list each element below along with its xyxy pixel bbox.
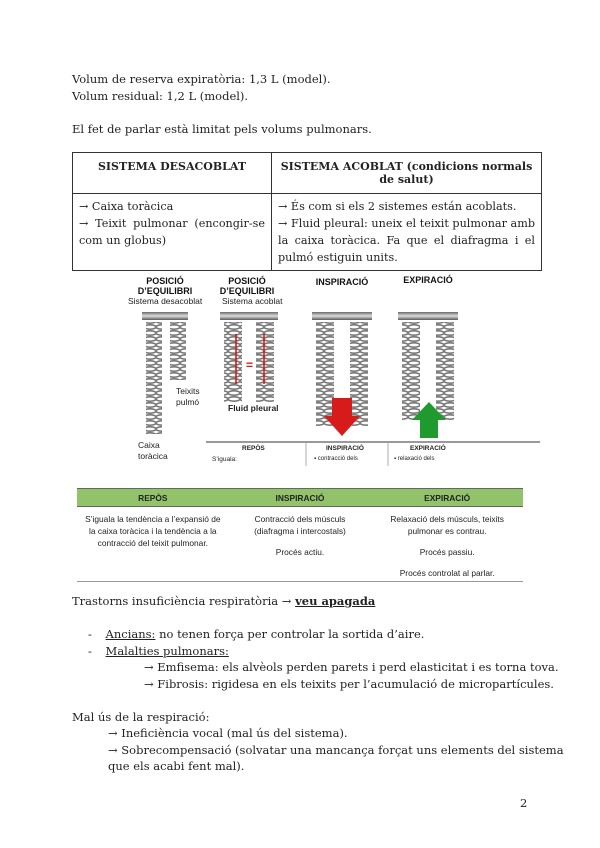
cell-decoupled-line1: → Caixa toràcica	[79, 200, 174, 213]
phase-header-expiration: EXPIRACIÓ	[371, 489, 523, 507]
list-dash: -	[88, 627, 92, 641]
cell-coupled-line2: → Fluid pleural: uneix el teixit pulmonar amb la caixa toràcica. Fa que el diafragma i el pulmó estiguin units.	[278, 217, 535, 264]
list-item-lung-diseases	[88, 644, 229, 658]
fig-title-expiration: EXPIRACIÓ	[403, 275, 453, 285]
cell-coupled	[272, 194, 542, 271]
disorders-title	[72, 594, 375, 608]
phase-header-repos: REPÒS	[77, 489, 229, 507]
phase-header-inspiration: INSPIRACIÓ	[229, 489, 372, 507]
fig-label-pleural-fluid: Fluid pleural	[228, 403, 279, 413]
phase-expiration-text3: Procés controlat al parlar.	[399, 568, 495, 578]
fig-strip-repos: REPÒS	[242, 445, 265, 452]
fig-sub-decoupled: Sistema desacoblat	[128, 296, 203, 306]
phase-cell-repos	[77, 507, 229, 582]
fig-strip-inspiration: INSPIRACIÓ	[326, 445, 364, 452]
fig-label-rib-cage: Caixa toràcica	[138, 440, 168, 461]
fig-strip-expiration: EXPIRACIÓ	[410, 445, 446, 452]
misuse-item-inefficiency: → Ineficiència vocal (mal ús del sistema).	[108, 726, 348, 740]
fig-label-lung-tissue: Teixits pulmó	[176, 386, 200, 407]
fig-strip-repos-sub: S’iguala:	[212, 456, 237, 463]
list-item-elderly	[88, 627, 424, 641]
phase-cell-inspiration	[229, 507, 372, 582]
disorders-title-prefix: Trastorns insuficiència respiratòria →	[72, 594, 296, 608]
list-item-lung-diseases-label: Malalties pulmonars:	[105, 644, 229, 658]
intro-line-speech: El fet de parlar està limitat pels volums pulmonars.	[72, 122, 372, 136]
phase-expiration-text2: Procés passiu.	[419, 547, 475, 557]
misuse-item-overcompensation-line1: → Sobrecompensació (solvatar una mancança forçat uns elements del sistema	[108, 743, 564, 757]
fig-sub-coupled: Sistema acoblat	[222, 296, 283, 306]
phase-cell-expiration	[371, 507, 523, 582]
phases-table	[77, 488, 523, 582]
systems-table	[72, 152, 542, 271]
fig-title-equilibrium-decoupled: POSICIÓ D’EQUILIBRI	[137, 276, 193, 296]
misuse-item-overcompensation-line2: que els acabi fent mal).	[108, 759, 245, 773]
fig-strip-expiration-sub: ▪ relaxació dels	[394, 456, 435, 462]
fig-strip-inspiration-sub: ▪ contracció dels	[314, 456, 358, 462]
fig-title-equilibrium-coupled: POSICIÓ D’EQUILIBRI	[219, 276, 275, 296]
phase-inspiration-text2: Procés actiu.	[275, 547, 325, 557]
intro-line-reserve: Volum de reserva expiratòria: 1,3 L (model).	[72, 72, 331, 86]
subitem-emphysema: → Emfisema: els alvèols perden parets i perd elasticitat i es torna tova.	[144, 660, 559, 674]
subitem-fibrosis: → Fibrosis: rigidesa en els teixits per l’acumulació de micropartícules.	[144, 677, 554, 691]
intro-line-residual: Volum residual: 1,2 L (model).	[72, 89, 249, 103]
list-item-elderly-text: no tenen força per controlar la sortida d’aire.	[155, 627, 425, 641]
list-item-elderly-label: Ancians:	[105, 627, 156, 641]
fig-equals-sign: =	[246, 358, 254, 372]
spring-figure	[120, 270, 540, 470]
phase-repos-text: S’iguala la tendència a l’expansió de la caixa toràcica i la tendència a la contracció del teixit pulmonar.	[85, 514, 221, 548]
page-number: 2	[520, 796, 528, 810]
header-coupled: SISTEMA ACOBLAT (condicions normals de salut)	[272, 153, 542, 194]
cell-decoupled	[73, 194, 272, 271]
phase-inspiration-text1: Contracció dels músculs (diafragma i intercostals)	[254, 514, 346, 536]
disorders-title-link: veu apagada	[295, 594, 376, 608]
list-dash: -	[88, 644, 92, 658]
phase-expiration-text1: Relaxació dels músculs, teixits pulmonar es contrau.	[390, 514, 504, 536]
cell-decoupled-line2: → Teixit pulmonar (encongir-se com un globus)	[79, 217, 265, 247]
header-decoupled: SISTEMA DESACOBLAT	[73, 153, 272, 194]
fig-title-inspiration: INSPIRACIÓ	[315, 277, 369, 287]
misuse-title: Mal ús de la respiració:	[72, 710, 210, 724]
cell-coupled-line1: → És com si els 2 sistemes están acoblats.	[278, 200, 517, 213]
